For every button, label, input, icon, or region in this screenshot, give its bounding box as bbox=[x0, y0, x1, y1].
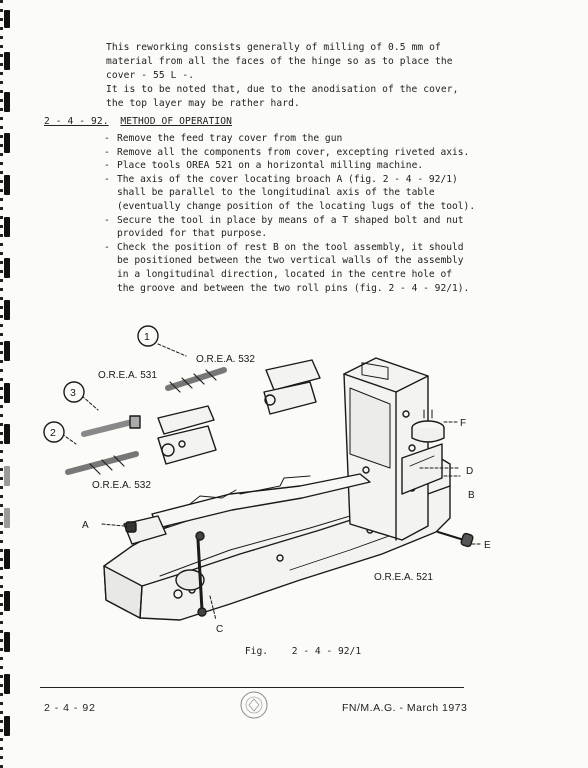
fixture-upright bbox=[344, 358, 428, 540]
milling-fixture-figure bbox=[40, 318, 530, 643]
step-item bbox=[104, 214, 475, 241]
step-item bbox=[104, 159, 475, 173]
step-line: - Check the position of rest B on the tool assembly, it should bbox=[117, 241, 464, 253]
figure-caption-prefix: Fig. bbox=[244, 646, 268, 657]
callout-1: 1 bbox=[144, 331, 150, 343]
operation-steps bbox=[104, 132, 475, 295]
step-item bbox=[104, 132, 475, 146]
section-heading bbox=[44, 115, 232, 129]
step-line: provided for that purpose. bbox=[117, 228, 268, 240]
label-a: A bbox=[82, 520, 89, 531]
screw-e bbox=[438, 532, 474, 547]
step-line: (eventually change position of the locating lugs of the tool). bbox=[117, 200, 476, 212]
seal-emblem bbox=[237, 688, 271, 722]
figure-caption bbox=[0, 646, 588, 657]
label-orea-521: O.R.E.A. 521 bbox=[374, 572, 433, 583]
intro-line: This reworking consists generally of milling of 0.5 mm of bbox=[106, 42, 441, 53]
section-number: 2 - 4 - 92. bbox=[44, 116, 109, 127]
step-item bbox=[104, 173, 475, 214]
callout-2: 2 bbox=[50, 427, 56, 439]
intro-line: It is to be noted that, due to the anodisation of the cover, bbox=[106, 83, 459, 95]
label-orea-531: O.R.E.A. 531 bbox=[98, 370, 157, 381]
intro-line: material from all the faces of the hinge so as to place the bbox=[106, 55, 453, 67]
step-line: be positioned between the two vertical walls of the assembly bbox=[117, 255, 464, 267]
section-title: METHOD OF OPERATION bbox=[120, 116, 233, 127]
step-line: - Remove the feed tray cover from the gun bbox=[117, 133, 343, 144]
label-orea-532-left: O.R.E.A. 532 bbox=[92, 480, 151, 491]
step-line: - Secure the tool in place by means of a T shaped bolt and nut bbox=[117, 214, 464, 226]
step-item bbox=[104, 146, 475, 160]
label-orea-532-top: O.R.E.A. 532 bbox=[196, 354, 255, 365]
label-e: E bbox=[484, 540, 491, 551]
callout-3: 3 bbox=[70, 387, 76, 399]
label-c: C bbox=[216, 624, 224, 635]
label-f: F bbox=[460, 418, 467, 429]
step-line: shall be parallel to the longitudinal axis of the table bbox=[117, 187, 435, 199]
reamer-1 bbox=[168, 370, 224, 392]
pin-3 bbox=[84, 416, 140, 434]
footer-publisher: FN/M.A.G. - March 1973 bbox=[342, 702, 468, 714]
fixture-drawing bbox=[40, 318, 530, 643]
step-line: the groove and between the two roll pins (fig. 2 - 4 - 92/1). bbox=[117, 282, 470, 294]
intro-line: the top layer may be rather hard. bbox=[106, 97, 300, 109]
intro-paragraph bbox=[106, 41, 459, 111]
exploded-parts-top bbox=[158, 360, 320, 464]
figure-caption-number: 2 - 4 - 92/1 bbox=[291, 646, 362, 657]
footer-page-number: 2 - 4 - 92 bbox=[44, 702, 97, 714]
step-line: - The axis of the cover locating broach A (fig. 2 - 4 - 92/1) bbox=[117, 173, 458, 185]
callout-circles bbox=[44, 326, 158, 442]
step-item bbox=[104, 241, 475, 295]
label-d: D bbox=[466, 466, 474, 477]
step-line: - Place tools OREA 521 on a horizontal milling machine. bbox=[117, 160, 424, 172]
label-b: B bbox=[468, 490, 475, 501]
step-line: in a longitudinal direction, located in the centre hole of bbox=[117, 268, 453, 280]
reamer-2 bbox=[68, 454, 136, 474]
step-line: - Remove all the components from cover, excepting riveted axis. bbox=[117, 146, 470, 158]
intro-line: cover - 55 L -. bbox=[106, 69, 195, 81]
